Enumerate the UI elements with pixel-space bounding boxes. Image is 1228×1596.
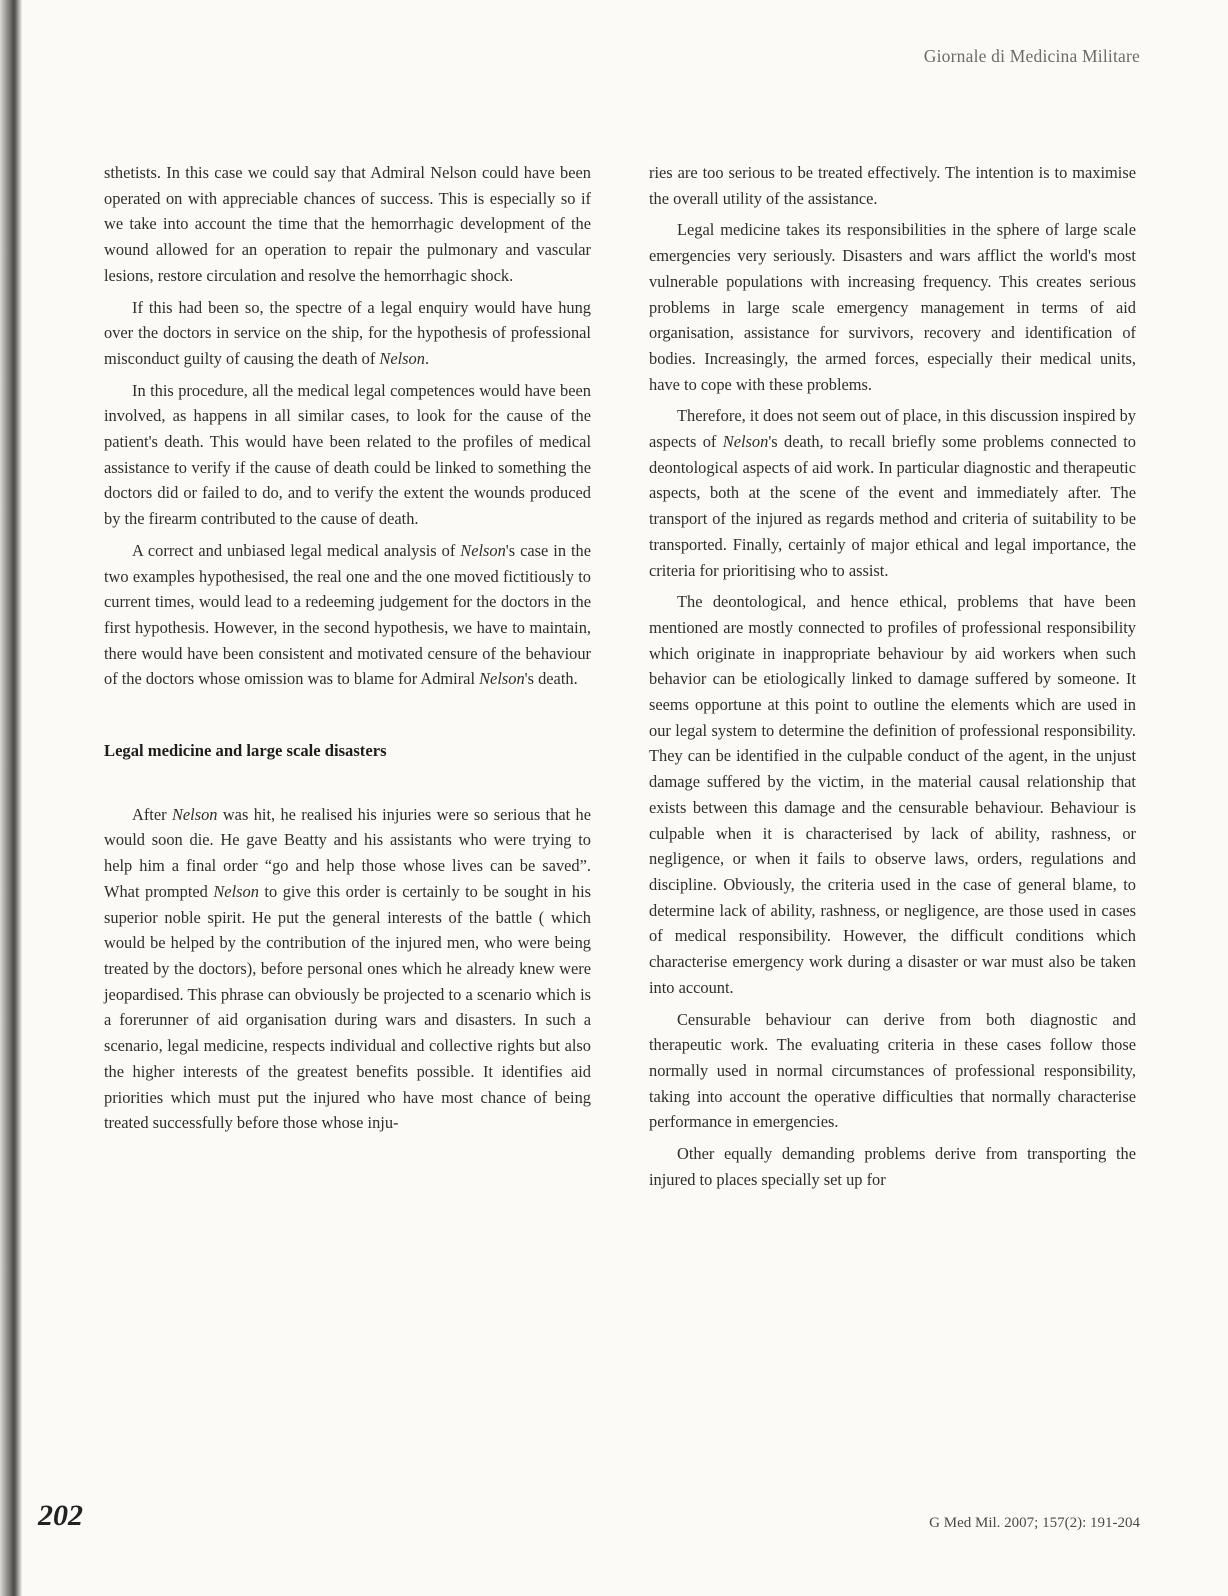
page-number: 202 [38,1499,83,1532]
italic-name: Nelson [213,881,259,901]
citation: G Med Mil. 2007; 157(2): 191-204 [929,1515,1140,1531]
italic-name: Nelson [379,348,425,368]
italic-name: Nelson [171,804,218,824]
running-head: Giornale di Medicina Militare [923,46,1140,66]
paragraph: sthetists. In this case we could say that Admiral Nelson could have been operated on with appreciable chances of success. This is especially so if we take into account the time that the hemorrhagic development of the wound allowed for an operation to repair the pulmonary and vascular lesions, restore circulation and resolve the hemorrhagic shock. [104,163,591,285]
binding-edge [0,0,22,1596]
section-heading: Legal medicine and large scale disasters [104,741,387,761]
paragraph: Legal medicine takes its responsibilities in the sphere of large scale emergencies very seriously. Disasters and wars afflict the world's most vulnerable populations with increasing frequency. This creates serious problems in large scale emergency management in terms of aid organisation, assistance for survivors, recovery and identification of bodies. Increasingly, the armed forces, especially their medical units, have to cope with these problems. [649,220,1136,394]
paragraph: A correct and unbiased legal medical analysis of Nelson's case in the two examples hypothesised, the real one and the one moved fictitiously to current times, would lead to a redeeming judgement for the doctors in the first hypothesis. However, in the second hypothesis, we have to maintain, there would have been consistent and motivated censure of the behaviour of the doctors whose omission was to blame for Admiral Nelson's death. [104,540,591,689]
paragraph: After Nelson was hit, he realised his injuries were so serious that he would soon die. He gave Beatty and his assistants who were trying to help him a final order “go and help those whose lives can be saved”. What prompted Nelson to give this order is certainly to be sought in his superior noble spirit. He put the general interests of the battle ( which would be helped by the contribution of the injured men, who were being treated by the doctors), before personal ones which he already knew were jeopardised. This phrase can obviously be projected to a scenario which is a forerunner of aid organisation during wars and disasters. In such a scenario, legal medicine, respects individual and collective rights but also the higher interests of the greatest benefits possible. It identifies aid priorities which must put the injured who have most chance of being treated successfully before those whose inju- [104,804,591,1133]
paragraph: Therefore, it does not seem out of place, in this discussion inspired by aspects of Nelson's death, to recall briefly some problems connected to deontological aspects of aid work. In particular diagnostic and therapeutic aspects, both at the scene of the event and immediately after. The transport of the injured as regards method and criteria of suitability to be transported. Finally, certainly of major ethical and legal importance, the criteria for prioritising who to assist. [649,406,1136,580]
italic-name: Nelson [460,540,506,560]
paragraph: Censurable behaviour can derive from both diagnostic and therapeutic work. The evaluating criteria in these cases follow those normally used in normal circumstances of professional responsibility, taking into account the operative difficulties that normally characterise performance in emergencies. [649,1009,1136,1132]
paragraph: If this had been so, the spectre of a legal enquiry would have hung over the doctors in service on the ship, for the hypothesis of professional misconduct guilty of causing the death of Nelson. [104,297,591,368]
left-column [104,160,591,1142]
paragraph: In this procedure, all the medical legal competences would have been involved, as happens in all similar cases, to look for the cause of the patient's death. This would have been related to the profiles of medical assistance to verify if the cause of death could be linked to something the doctors did or failed to do, and to verify the extent the wounds produced by the firearm contributed to the cause of death. [104,380,591,529]
paragraph: Other equally demanding problems derive from transporting the injured to places specially set up for [649,1144,1136,1189]
italic-name: Nelson [722,432,769,452]
right-column [649,160,1136,1198]
paragraph: ries are too serious to be treated effectively. The intention is to maximise the overall utility of the assistance. [649,163,1136,208]
paragraph: The deontological, and hence ethical, problems that have been mentioned are mostly connected to profiles of professional responsibility which originate in inappropriate behaviour by aid workers when such behavior can be etiologically linked to damage suffered by someone. It seems opportune at this point to outline the elements which are used in our legal system to determine the definition of professional responsibility. They can be identified in the culpable conduct of the agent, in the unjust damage suffered by the victim, in the material causal relationship that exists between this damage and the censurable behaviour. Behaviour is culpable when it is characterised by lack of ability, rashness, or negligence, or when it fails to observe laws, orders, regulations and discipline. Obviously, the criteria used in the case of general blame, to determine lack of ability, rashness, or negligence, are those used in cases of medical responsibility. However, the difficult conditions which characterise emergency work during a disaster or war must also be taken into account. [649,592,1136,997]
italic-name: Nelson [479,669,525,689]
